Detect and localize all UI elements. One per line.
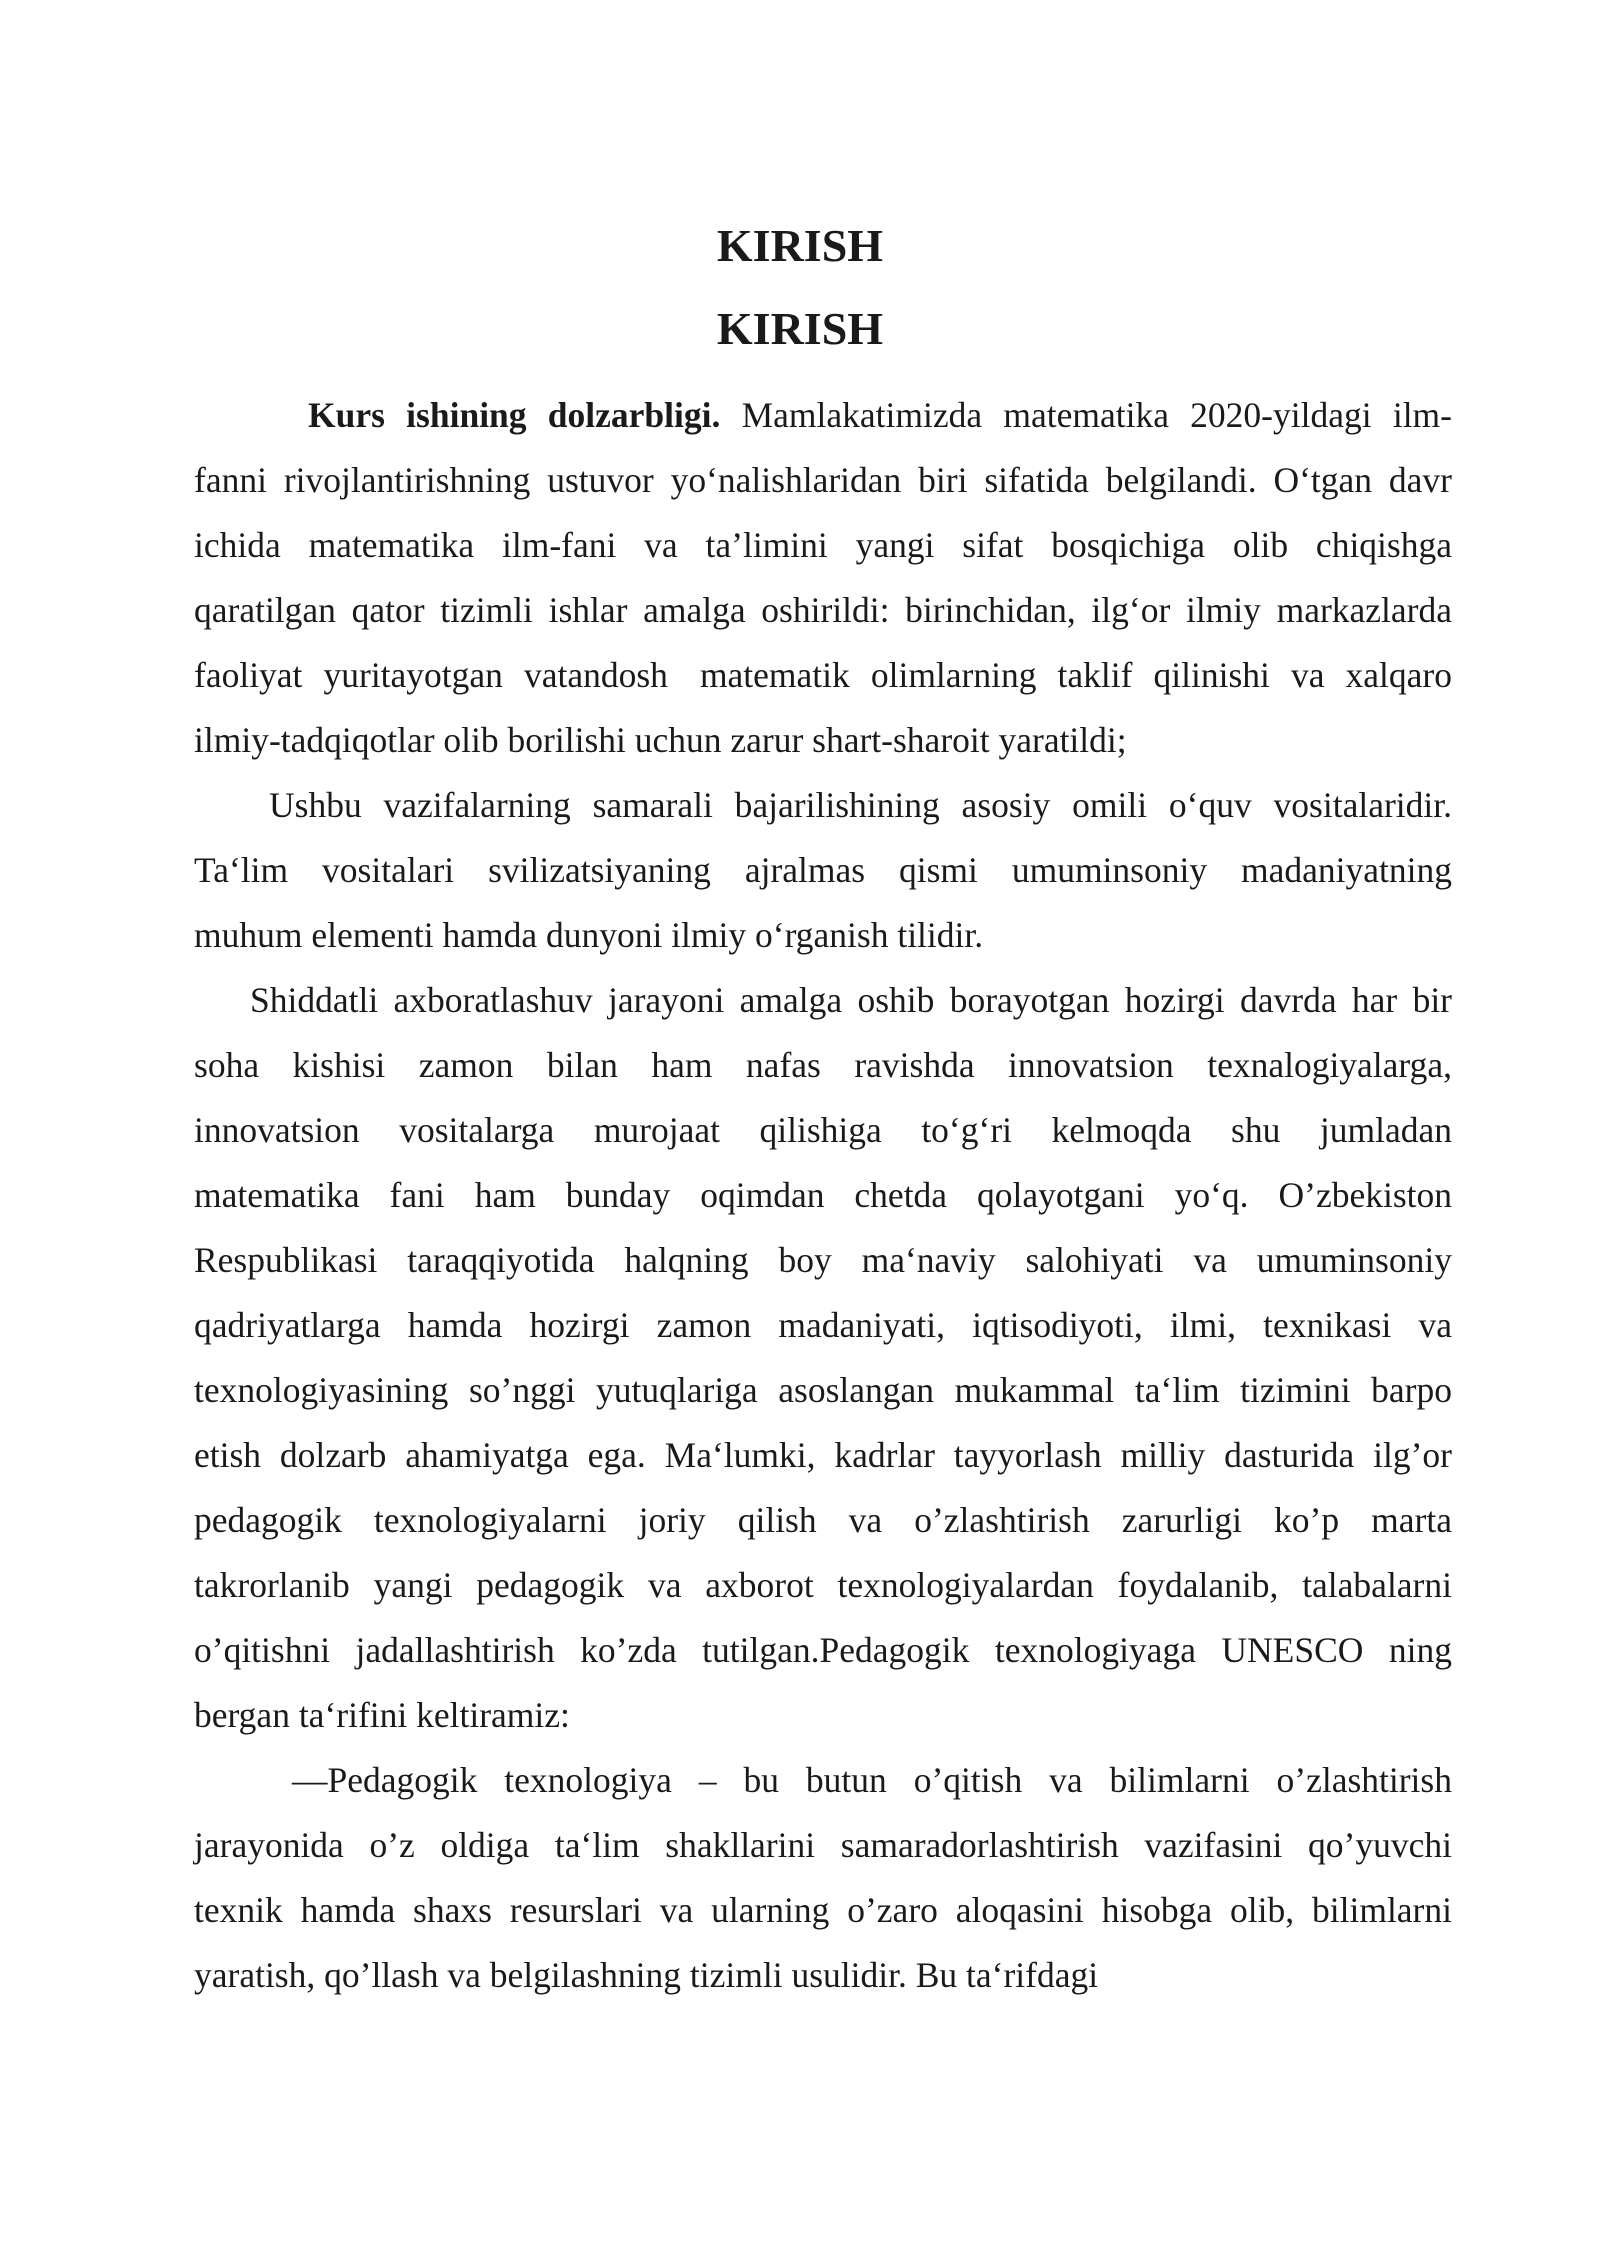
- paragraph-unesco-definition: [194, 1748, 1452, 2008]
- text-line: muhum elementi hamda dunyoni ilmiy o‘rganish tilidir.: [194, 915, 984, 955]
- text-line: Ushbu vazifalarning samarali bajarilishining asosiy omili o‘quv vositalaridir.: [269, 785, 1452, 825]
- text-line: qaratilgan qator tizimli ishlar amalga oshirildi: birinchidan, ilg‘or ilmiy markazlarda: [194, 590, 1452, 630]
- text-line: Ta‘lim vositalari svilizatsiyaning ajralmas qismi umuminsoniy madaniyatning: [194, 850, 1452, 890]
- text-line: takrorlanib yangi pedagogik va axborot texnologiyalardan foydalanib, talabalarni: [194, 1565, 1452, 1605]
- page-title: KIRISH: [716, 220, 884, 271]
- text-line: ilmiy-tadqiqotlar olib borilishi uchun zarur shart-sharoit yaratildi;: [194, 720, 1127, 760]
- text-line: Shiddatli axboratlashuv jarayoni amalga oshib borayotgan hozirgi davrda har bir: [250, 980, 1452, 1020]
- text-line: [194, 643, 1452, 708]
- text-line: [194, 383, 1452, 448]
- text-line: etish dolzarb ahamiyatga ega. Ma‘lumki, kadrlar tayyorlash milliy dasturida ilg’or: [194, 1435, 1452, 1475]
- text-line: pedagogik texnologiyalarni joriy qilish va o’zlashtirish zarurligi ko’p marta: [194, 1500, 1452, 1540]
- text-line: o’qitishni jadallashtirish ko’zda tutilgan.Pedagogik texnologiyaga UNESCO ning: [194, 1630, 1452, 1670]
- text-line: soha kishisi zamon bilan ham nafas ravishda innovatsion texnalogiyalarga,: [194, 1045, 1452, 1085]
- document-body: [194, 383, 1452, 2008]
- text-line: innovatsion vositalarga murojaat qilishiga to‘g‘ri kelmoqda shu jumladan: [194, 1110, 1452, 1150]
- text-line: texnik hamda shaxs resurslari va ularning o’zaro aloqasini hisobga olib, bilimlarni: [194, 1890, 1452, 1930]
- text-line: qadriyatlarga hamda hozirgi zamon madaniyati, iqtisodiyoti, ilmi, texnikasi va: [194, 1305, 1452, 1345]
- page-title-repeat: KIRISH: [716, 303, 884, 354]
- text-line: ―Pedagogik texnologiya – bu butun o’qitish va bilimlarni o’zlashtirish: [292, 1760, 1452, 1800]
- text-line: texnologiyasining so’nggi yutuqlariga asoslangan mukammal ta‘lim tizimini barpo: [194, 1370, 1452, 1410]
- paragraph-learning-tools: [194, 773, 1452, 968]
- text-line-part: matematik olimlarning taklif qilinishi va xalqaro: [699, 655, 1453, 695]
- text-line: matematika fani ham bunday oqimdan chetda qolayotgani yo‘q. O’zbekiston: [194, 1175, 1452, 1215]
- text-line-part: Mamlakatimizda matematika 2020-yildagi ilm-: [720, 395, 1452, 435]
- text-line-part: faoliyat yuritayotgan vatandosh: [194, 655, 668, 695]
- text-line: Respublikasi taraqqiyotida halqning boy ma‘naviy salohiyati va umuminsoniy: [194, 1240, 1452, 1280]
- text-line: ichida matematika ilm-fani va ta’limini yangi sifat bosqichiga olib chiqishga: [194, 525, 1452, 565]
- text-line: jarayonida o’z oldiga ta‘lim shakllarini samaradorlashtirish vazifasini qo’yuvchi: [194, 1825, 1452, 1865]
- paragraph-informatization: [194, 968, 1452, 1748]
- text-line: yaratish, qo’llash va belgilashning tizimli usulidir. Bu ta‘rifdagi: [194, 1955, 1099, 1995]
- text-line: bergan ta‘rifini keltiramiz:: [194, 1695, 570, 1735]
- paragraph-lead: Kurs ishining dolzarbligi.: [308, 395, 721, 435]
- text-line: fanni rivojlantirishning ustuvor yo‘nalishlaridan biri sifatida belgilandi. O‘tgan davr: [194, 460, 1452, 500]
- paragraph-relevance: [194, 383, 1452, 773]
